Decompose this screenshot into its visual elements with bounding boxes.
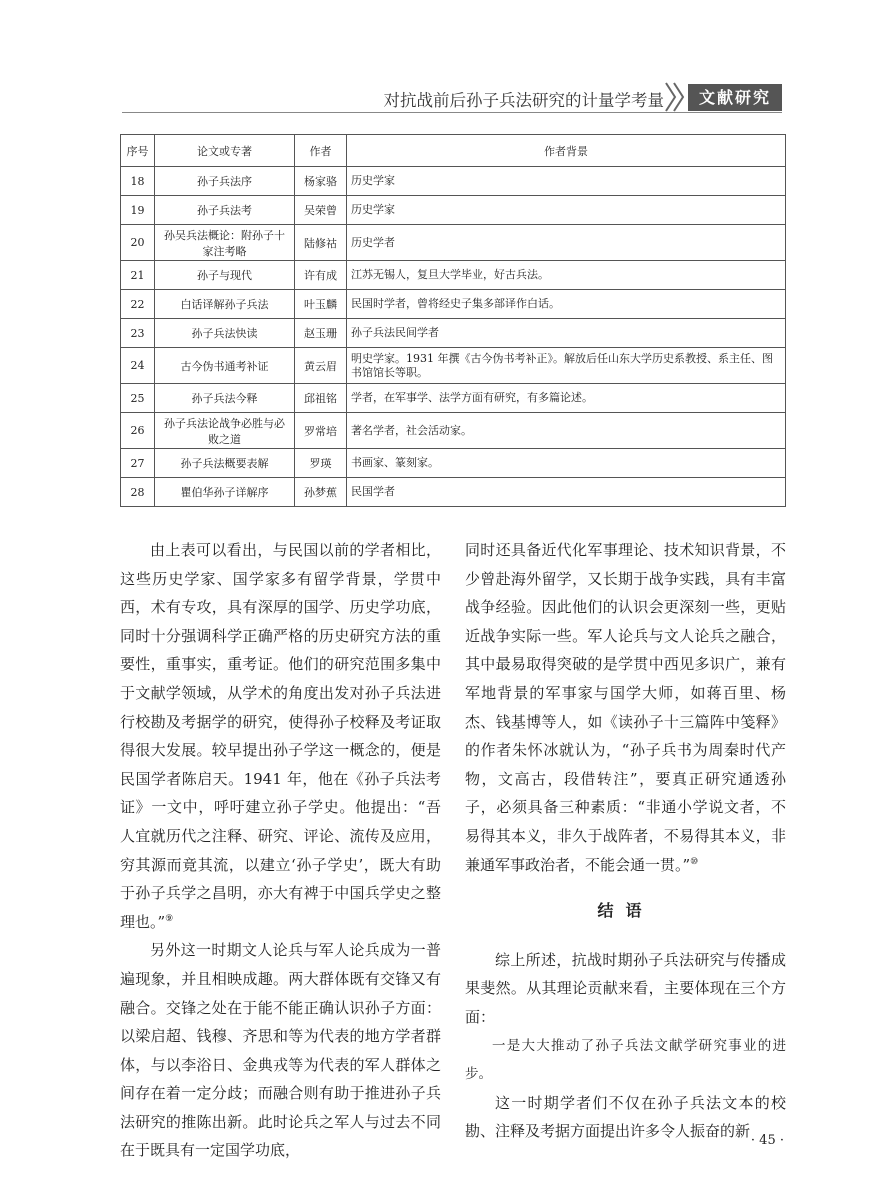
author-name: 陆修祜 (295, 225, 347, 261)
author-background: 民国学者 (347, 478, 786, 507)
table-row (121, 478, 786, 507)
work-title: 孙子与现代 (155, 261, 295, 290)
row-number: 28 (121, 478, 155, 507)
author-background: 明史学家。1931 年撰《古今伪书考补正》。解放后任山东大学历史系教授、系主任、图书馆馆长等职。 (347, 348, 786, 384)
column-header: 作者背景 (347, 135, 786, 167)
row-number: 21 (121, 261, 155, 290)
table-row (121, 225, 786, 261)
author-background: 民国时学者，曾将经史子集多部译作白话。 (347, 290, 786, 319)
work-title: 孙子兵法考 (155, 196, 295, 225)
author-name: 罗瑛 (295, 449, 347, 478)
work-title: 孙子兵法论战争必胜与必败之道 (155, 413, 295, 449)
author-name: 黄云眉 (295, 348, 347, 384)
table-header-row (121, 135, 786, 167)
work-title: 孙子兵法概要表解 (155, 449, 295, 478)
work-title: 孙子兵法序 (155, 167, 295, 196)
author-background: 著名学者，社会活动家。 (347, 413, 786, 449)
author-name: 邱祖铭 (295, 384, 347, 413)
author-name: 吴荣曾 (295, 196, 347, 225)
row-number: 22 (121, 290, 155, 319)
work-title: 孙子兵法今释 (155, 384, 295, 413)
paragraph: 由上表可以看出，与民国以前的学者相比，这些历史学家、国学家多有留学背景，学贯中西，术有专攻，具有深厚的国学、历史学功底，同时十分强调科学正确严格的历史研究方法的重要性，重事实，重考证。他们的研究范围多集中于文献学领域，从学术的角度出发对孙子兵法进行校勘及考据学的研究，使得孙子校释及考证取得很大发展。较早提出孙子学这一概念的，便是民国学者陈启天。1941 年，他在《孙子兵法考证》一文中，呼吁建立孙子学史。他提出：“吾人宜就历代之注释、研究、评论、流传及应用，穷其源而竟其流，以建立‘孙子学史’，既大有助于孙子兵学之昌明，亦大有裨于中国兵学史之整理也。”⑨ (120, 541, 441, 931)
row-number: 27 (121, 449, 155, 478)
author-background: 历史学家 (347, 167, 786, 196)
work-title: 瞿伯华孙子详解序 (155, 478, 295, 507)
author-background: 学者，在军事学、法学方面有研究，有多篇论述。 (347, 384, 786, 413)
table-row (121, 384, 786, 413)
column-header: 序号 (121, 135, 155, 167)
author-name: 许有成 (295, 261, 347, 290)
header-rule (122, 112, 782, 113)
right-column (465, 536, 786, 1146)
work-title: 白话译解孙子兵法 (155, 290, 295, 319)
running-title: 对抗战前后孙子兵法研究的计量学考量 (383, 91, 664, 110)
table-row (121, 319, 786, 348)
section-heading: 结语 (597, 901, 654, 921)
section-badge: 文献研究 (688, 84, 782, 111)
paragraph: 这一时期学者们不仅在孙子兵法文本的校勘、注释及考据方面提出许多令人振奋的新 (465, 1093, 786, 1141)
row-number: 23 (121, 319, 155, 348)
page-number: · 45 · (750, 1133, 784, 1148)
footnote-marker: ⑩ (690, 856, 699, 867)
column-header: 作者 (295, 135, 347, 167)
table-row (121, 413, 786, 449)
table-row (121, 196, 786, 225)
author-name: 孙梦蕉 (295, 478, 347, 507)
author-background: 历史学者 (347, 225, 786, 261)
work-title: 孙子兵法快读 (155, 319, 295, 348)
author-name: 罗常培 (295, 413, 347, 449)
row-number: 24 (121, 348, 155, 384)
chevron-divider-icon (664, 81, 686, 113)
row-number: 20 (121, 225, 155, 261)
author-background: 书画家、篆刻家。 (347, 449, 786, 478)
key-point: 一是大大推动了孙子兵法文献学研究事业的进步。 (465, 1037, 786, 1083)
work-title: 古今伪书通考补证 (155, 348, 295, 384)
column-header: 论文或专著 (155, 135, 295, 167)
author-background: 江苏无锡人，复旦大学毕业，好古兵法。 (347, 261, 786, 290)
paragraph: 同时还具备近代化军事理论、技术知识背景，不少曾赴海外留学，又长期于战争实践，具有丰富战争经验。因此他们的认识会更深刻一些，更贴近战争实际一些。军人论兵与文人论兵之融合，其中最易取得突破的是学贯中西见多识广，兼有军地背景的军事家与国学大师，如蒋百里、杨杰、钱基博等人，如《读孙子十三篇阵中笺释》的作者朱怀冰就认为，“孙子兵书为周秦时代产物，文高古，段借转注”，要真正研究通透孙子，必须具备三种素质：“非通小学说文者，不易得其本义，非久于战阵者，不易得其本义，非兼通军事政治者，不能会通一贯。”⑩ (465, 541, 786, 874)
table-row (121, 290, 786, 319)
paragraph: 综上所述，抗战时期孙子兵法研究与传播成果斐然。从其理论贡献来看，主要体现在三个方面： (465, 950, 786, 1026)
author-background: 历史学家 (347, 196, 786, 225)
row-number: 19 (121, 196, 155, 225)
paragraph: 另外这一时期文人论兵与军人论兵成为一普遍现象，并且相映成趣。两大群体既有交锋又有融合。交锋之处在于能不能正确认识孙子方面：以梁启超、钱穆、齐思和等为代表的地方学者群体，与以李浴日、金典戎等为代表的军人群体之间存在着一定分歧；而融合则有助于推进孙子兵法研究的推陈出新。此时论兵之军人与过去不同在于既具有一定国学功底， (120, 941, 441, 1160)
row-number: 25 (121, 384, 155, 413)
table-row (121, 167, 786, 196)
running-header (122, 83, 782, 113)
author-name: 杨家骆 (295, 167, 347, 196)
author-name: 赵玉珊 (295, 319, 347, 348)
author-background: 孙子兵法民间学者 (347, 319, 786, 348)
table-row (121, 348, 786, 384)
row-number: 18 (121, 167, 155, 196)
row-number: 26 (121, 413, 155, 449)
left-column (120, 536, 441, 1165)
author-name: 叶玉麟 (295, 290, 347, 319)
work-title: 孙吴兵法概论：附孙子十家注考略 (155, 225, 295, 261)
author-table (120, 134, 786, 507)
table-row (121, 449, 786, 478)
table-row (121, 261, 786, 290)
footnote-marker: ⑨ (165, 913, 174, 924)
